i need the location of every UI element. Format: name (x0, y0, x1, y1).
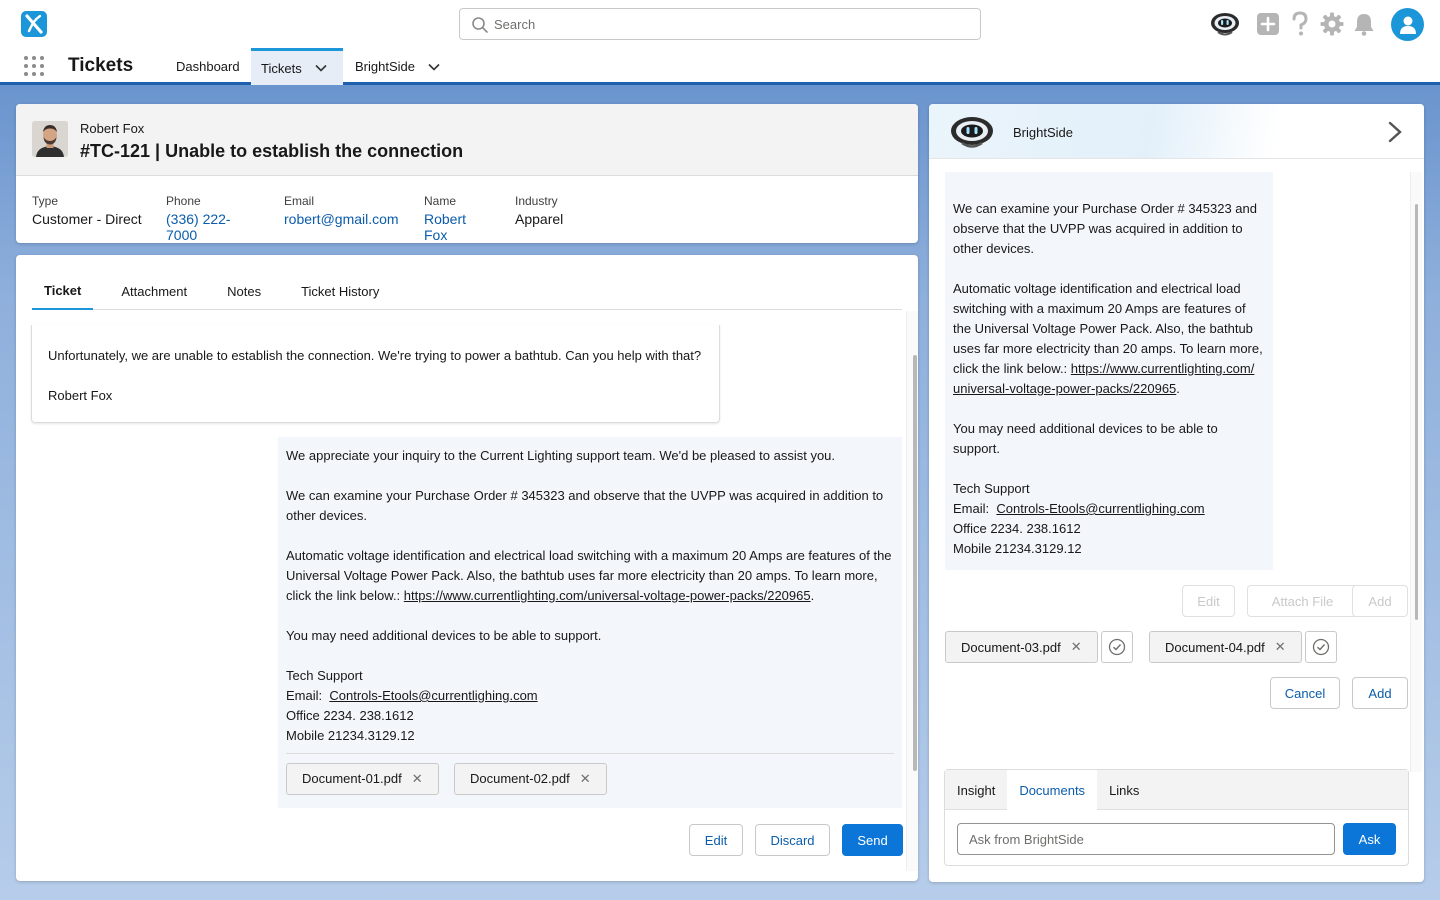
field-value: Apparel (515, 211, 564, 227)
reply-paragraph: We can examine your Purchase Order # 345323 and observe that the UVPP was acquired in addition to other devices. (286, 488, 884, 523)
product-link[interactable]: https://www.currentlighting.com/ (1070, 361, 1255, 376)
edit-button[interactable]: Edit (689, 824, 743, 856)
edit-button[interactable]: Edit (1182, 585, 1235, 617)
check-circle-icon (1108, 638, 1126, 656)
brightside-tabs (945, 770, 1408, 810)
field-email (284, 194, 400, 243)
chevron-down-icon[interactable] (427, 60, 441, 74)
ticket-panel (16, 255, 918, 881)
contact-avatar (32, 121, 68, 157)
app-title: Tickets (68, 55, 134, 76)
brightside-ask-area (944, 769, 1409, 866)
cancel-button[interactable]: Cancel (1270, 677, 1340, 709)
signature-team: Tech Support (953, 481, 1030, 496)
customer-message-body: Unfortunately, we are unable to establish the connection. We're trying to power a bathtub. Can you help with that? (48, 348, 702, 363)
check-circle-icon (1312, 638, 1330, 656)
document-pill[interactable] (1149, 631, 1302, 663)
nav-tab-label: Tickets (261, 60, 302, 76)
tab-insight[interactable]: Insight (957, 782, 996, 798)
nav-tab-brightside[interactable] (345, 48, 451, 85)
tab-attachment[interactable]: Attachment (121, 284, 188, 299)
app-logo-icon[interactable] (21, 11, 47, 37)
email-label: Email: (286, 688, 323, 703)
remove-icon[interactable]: ✕ (579, 771, 591, 786)
discard-button[interactable]: Discard (755, 824, 830, 856)
document-name: Document-03.pdf (961, 639, 1061, 655)
search-input[interactable] (494, 9, 964, 39)
notifications-bell-icon[interactable] (1350, 10, 1378, 38)
email-link[interactable]: robert@gmail.com (284, 211, 399, 227)
response-text: Automatic voltage identification and electrical load switching with a maximum 20 Amps are features of the Universal Voltage Power Pack. Also, the bathtub uses far more electricity than 20 amps. To learn more, click the link below.: (953, 281, 1263, 376)
remove-icon[interactable]: ✕ (411, 771, 423, 786)
field-type (32, 194, 142, 243)
field-label: Phone (166, 194, 201, 208)
reply-paragraph: Automatic voltage identification and electrical load switching with a maximum 20 Amps are features of the Universal Voltage Power Pack. Also, the bathtub uses far more electricity than 20 amps. To learn more, click the link below.: https://www.currentlighting.com/universal-voltage-power-packs/220965. (286, 548, 892, 603)
reply-paragraph: We appreciate your inquiry to the Current Lighting support team. We'd be pleased to assist you. (286, 448, 836, 463)
phone-link[interactable]: (336) 222-7000 (166, 211, 231, 243)
attachment-pill[interactable] (454, 763, 607, 795)
tab-notes[interactable]: Notes (227, 284, 262, 299)
signature-team: Tech Support (286, 668, 363, 683)
document-name: Document-04.pdf (1165, 639, 1265, 655)
signature-mobile: Mobile 21234.3129.12 (286, 728, 415, 743)
add-button[interactable]: Add (1352, 677, 1408, 709)
brightside-title: BrightSide (1013, 125, 1073, 140)
customer-message (31, 325, 720, 423)
attach-file-button[interactable]: Attach File (1247, 585, 1358, 617)
customer-signature: Robert Fox (48, 388, 113, 403)
field-label: Name (424, 194, 457, 208)
nav-tab-label: BrightSide (355, 59, 415, 74)
add-icon[interactable] (1254, 10, 1282, 38)
attachment-name: Document-01.pdf (302, 771, 402, 786)
tab-documents[interactable]: Documents (1007, 770, 1097, 810)
nav-tab-label: Dashboard (176, 59, 240, 74)
support-email-link[interactable]: Controls-Etools@currentlighing.com (996, 501, 1205, 516)
send-button[interactable]: Send (842, 824, 903, 856)
ask-input[interactable] (957, 823, 1335, 855)
attachment-name: Document-02.pdf (470, 771, 570, 786)
agent-reply (278, 437, 902, 808)
contact-card (16, 104, 918, 243)
field-name (424, 194, 491, 243)
support-email-link[interactable]: Controls-Etools@currentlighing.com (329, 688, 538, 703)
scrollbar-thumb[interactable] (1415, 204, 1418, 620)
signature-mobile: Mobile 21234.3129.12 (953, 541, 1082, 556)
tab-ticket-history[interactable]: Ticket History (301, 284, 380, 299)
scrollbar-thumb[interactable] (913, 355, 917, 771)
field-label: Type (32, 194, 59, 208)
response-paragraph: You may need additional devices to be able to support. (953, 421, 1218, 456)
brightside-panel (929, 104, 1424, 882)
ask-button[interactable]: Ask (1343, 823, 1396, 855)
brightside-header (929, 104, 1424, 159)
tab-ticket[interactable]: Ticket (32, 273, 93, 310)
contact-fields (32, 194, 587, 243)
global-search[interactable] (459, 8, 981, 40)
remove-icon[interactable]: ✕ (1274, 639, 1286, 654)
product-link-continued[interactable]: universal-voltage-power-packs/220965 (953, 381, 1177, 396)
signature-email (286, 686, 894, 706)
contact-name-link[interactable]: Robert Fox (424, 211, 467, 243)
chevron-down-icon[interactable] (314, 61, 328, 75)
divider (286, 753, 894, 754)
reply-text: Automatic voltage identification and electrical load switching with a maximum 20 Amps are features of the Universal Voltage Power Pack. Also, the bathtub uses far more electricity than 20 amps. To learn more, click the link below.: (286, 548, 892, 603)
attachment-pill[interactable] (286, 763, 439, 795)
document-pill[interactable] (945, 631, 1098, 663)
brightside-bot-icon (949, 114, 995, 150)
global-header (0, 0, 1440, 48)
tab-links[interactable]: Links (1109, 782, 1140, 798)
email-label: Email: (953, 501, 990, 516)
field-industry (515, 194, 563, 243)
confirm-document-button[interactable] (1101, 631, 1133, 663)
nav-tab-tickets[interactable] (251, 48, 343, 85)
field-phone (166, 194, 260, 243)
response-paragraph: Automatic voltage identification and electrical load switching with a maximum 20 Amps are features of the Universal Voltage Power Pack. Also, the bathtub uses far more electricity than 20 amps. To learn more, click the link below.: https://www.currentlighting.com/ universal-voltage-power-packs/220965. (953, 281, 1263, 396)
app-launcher-icon[interactable] (24, 56, 44, 76)
ticket-tabs (32, 273, 902, 310)
user-icon (1399, 15, 1417, 35)
app-navigation (0, 48, 1440, 85)
field-value: Customer - Direct (32, 211, 142, 227)
contact-header (16, 104, 918, 176)
field-label: Email (284, 194, 315, 208)
field-label: Industry (515, 194, 558, 208)
search-icon (471, 16, 489, 34)
contact-name: Robert Fox (80, 121, 145, 136)
brightside-response (945, 172, 1273, 570)
chevron-right-icon[interactable] (1384, 120, 1406, 144)
help-icon[interactable] (1286, 10, 1314, 38)
reply-paragraph: You may need additional devices to be able to support. (286, 628, 602, 643)
remove-icon[interactable]: ✕ (1070, 639, 1082, 654)
signature-office: Office 2234. 238.1612 (953, 521, 1081, 536)
add-button[interactable]: Add (1352, 585, 1408, 617)
settings-gear-icon[interactable] (1318, 10, 1346, 38)
brightside-bot-icon[interactable] (1209, 9, 1241, 39)
signature-email (953, 499, 1265, 519)
ticket-title: #TC-121 | Unable to establish the connection (80, 141, 464, 161)
response-paragraph: We can examine your Purchase Order # 345323 and observe that the UVPP was acquired in addition to other devices. (953, 201, 1257, 256)
signature-office: Office 2234. 238.1612 (286, 708, 414, 723)
user-avatar[interactable] (1391, 8, 1424, 41)
nav-tab-dashboard[interactable] (166, 48, 250, 85)
confirm-document-button[interactable] (1305, 631, 1337, 663)
product-link[interactable]: https://www.currentlighting.com/universal-voltage-power-packs/220965 (403, 588, 811, 603)
